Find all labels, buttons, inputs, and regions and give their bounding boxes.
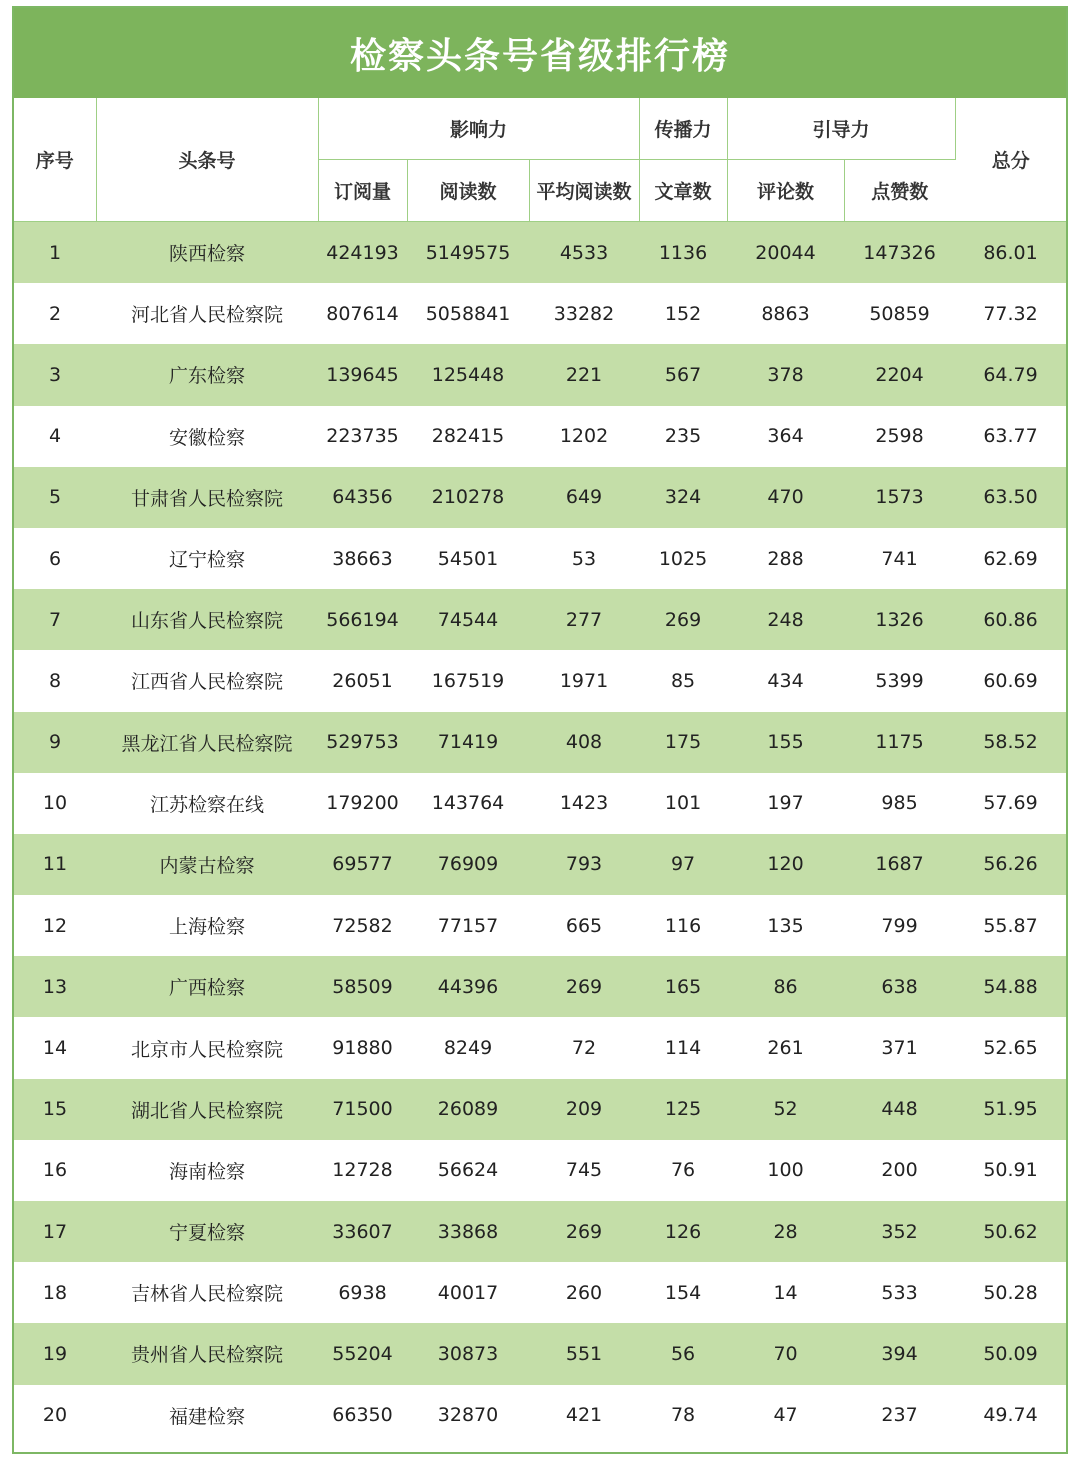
cell-avg-reads: 665 xyxy=(529,895,639,956)
cell-subs: 529753 xyxy=(318,712,407,773)
cell-total: 49.74 xyxy=(955,1385,1066,1446)
cell-rank: 12 xyxy=(14,895,96,956)
table-row xyxy=(14,1079,1066,1140)
cell-account-name: 湖北省人民检察院 xyxy=(96,1079,318,1140)
cell-rank: 16 xyxy=(14,1140,96,1201)
cell-account-name: 黑龙江省人民检察院 xyxy=(96,712,318,773)
cell-reads: 210278 xyxy=(407,467,529,528)
cell-total: 57.69 xyxy=(955,773,1066,834)
cell-articles: 101 xyxy=(639,773,727,834)
cell-comments: 378 xyxy=(727,344,844,405)
cell-likes: 394 xyxy=(844,1323,955,1384)
table-row xyxy=(14,1385,1066,1446)
table-row xyxy=(14,1201,1066,1262)
cell-comments: 86 xyxy=(727,956,844,1017)
cell-rank: 4 xyxy=(14,406,96,467)
cell-account-name: 宁夏检察 xyxy=(96,1201,318,1262)
cell-total: 60.86 xyxy=(955,589,1066,650)
cell-likes: 1175 xyxy=(844,712,955,773)
cell-reads: 167519 xyxy=(407,650,529,711)
cell-avg-reads: 269 xyxy=(529,1201,639,1262)
cell-avg-reads: 53 xyxy=(529,528,639,589)
cell-reads: 5149575 xyxy=(407,222,529,284)
cell-account-name: 山东省人民检察院 xyxy=(96,589,318,650)
cell-reads: 30873 xyxy=(407,1323,529,1384)
table-row xyxy=(14,1262,1066,1323)
cell-likes: 5399 xyxy=(844,650,955,711)
table-row xyxy=(14,834,1066,895)
cell-reads: 74544 xyxy=(407,589,529,650)
cell-total: 63.77 xyxy=(955,406,1066,467)
header-guidance: 引导力 xyxy=(727,98,955,160)
cell-reads: 5058841 xyxy=(407,283,529,344)
table-row xyxy=(14,712,1066,773)
cell-likes: 237 xyxy=(844,1385,955,1446)
cell-rank: 14 xyxy=(14,1017,96,1078)
cell-account-name: 海南检察 xyxy=(96,1140,318,1201)
table-body xyxy=(14,222,1066,1446)
table-row xyxy=(14,1140,1066,1201)
cell-subs: 55204 xyxy=(318,1323,407,1384)
cell-subs: 58509 xyxy=(318,956,407,1017)
cell-comments: 70 xyxy=(727,1323,844,1384)
cell-account-name: 江西省人民检察院 xyxy=(96,650,318,711)
cell-avg-reads: 421 xyxy=(529,1385,639,1446)
cell-total: 60.69 xyxy=(955,650,1066,711)
cell-rank: 3 xyxy=(14,344,96,405)
cell-likes: 985 xyxy=(844,773,955,834)
cell-reads: 44396 xyxy=(407,956,529,1017)
cell-subs: 33607 xyxy=(318,1201,407,1262)
cell-rank: 15 xyxy=(14,1079,96,1140)
cell-reads: 125448 xyxy=(407,344,529,405)
table-row xyxy=(14,956,1066,1017)
cell-avg-reads: 408 xyxy=(529,712,639,773)
cell-avg-reads: 33282 xyxy=(529,283,639,344)
cell-reads: 77157 xyxy=(407,895,529,956)
cell-total: 51.95 xyxy=(955,1079,1066,1140)
cell-articles: 1025 xyxy=(639,528,727,589)
cell-account-name: 广东检察 xyxy=(96,344,318,405)
cell-articles: 235 xyxy=(639,406,727,467)
cell-articles: 114 xyxy=(639,1017,727,1078)
cell-account-name: 辽宁检察 xyxy=(96,528,318,589)
cell-comments: 248 xyxy=(727,589,844,650)
cell-comments: 14 xyxy=(727,1262,844,1323)
cell-subs: 179200 xyxy=(318,773,407,834)
cell-likes: 352 xyxy=(844,1201,955,1262)
cell-account-name: 陕西检察 xyxy=(96,222,318,284)
table-row xyxy=(14,1323,1066,1384)
cell-reads: 26089 xyxy=(407,1079,529,1140)
cell-articles: 126 xyxy=(639,1201,727,1262)
cell-total: 50.09 xyxy=(955,1323,1066,1384)
cell-account-name: 上海检察 xyxy=(96,895,318,956)
cell-subs: 71500 xyxy=(318,1079,407,1140)
cell-avg-reads: 4533 xyxy=(529,222,639,284)
cell-account-name: 广西检察 xyxy=(96,956,318,1017)
cell-rank: 5 xyxy=(14,467,96,528)
table-header xyxy=(14,98,1066,222)
cell-reads: 76909 xyxy=(407,834,529,895)
cell-rank: 1 xyxy=(14,222,96,284)
cell-likes: 147326 xyxy=(844,222,955,284)
cell-articles: 165 xyxy=(639,956,727,1017)
cell-subs: 566194 xyxy=(318,589,407,650)
cell-rank: 20 xyxy=(14,1385,96,1446)
cell-comments: 47 xyxy=(727,1385,844,1446)
header-subs: 订阅量 xyxy=(318,160,407,222)
cell-total: 50.91 xyxy=(955,1140,1066,1201)
cell-account-name: 贵州省人民检察院 xyxy=(96,1323,318,1384)
cell-avg-reads: 72 xyxy=(529,1017,639,1078)
table-title: 检察头条号省级排行榜 xyxy=(14,8,1066,98)
cell-comments: 197 xyxy=(727,773,844,834)
header-avg-reads: 平均阅读数 xyxy=(529,160,639,222)
cell-articles: 154 xyxy=(639,1262,727,1323)
cell-account-name: 北京市人民检察院 xyxy=(96,1017,318,1078)
cell-total: 56.26 xyxy=(955,834,1066,895)
cell-account-name: 安徽检察 xyxy=(96,406,318,467)
cell-articles: 56 xyxy=(639,1323,727,1384)
cell-avg-reads: 277 xyxy=(529,589,639,650)
cell-articles: 76 xyxy=(639,1140,727,1201)
cell-subs: 139645 xyxy=(318,344,407,405)
cell-avg-reads: 260 xyxy=(529,1262,639,1323)
table-row xyxy=(14,773,1066,834)
cell-reads: 71419 xyxy=(407,712,529,773)
cell-avg-reads: 551 xyxy=(529,1323,639,1384)
cell-avg-reads: 1423 xyxy=(529,773,639,834)
header-influence: 影响力 xyxy=(318,98,639,160)
ranking-table xyxy=(14,98,1066,1446)
header-likes: 点赞数 xyxy=(844,160,955,222)
cell-comments: 470 xyxy=(727,467,844,528)
cell-total: 52.65 xyxy=(955,1017,1066,1078)
cell-reads: 33868 xyxy=(407,1201,529,1262)
cell-subs: 69577 xyxy=(318,834,407,895)
cell-total: 54.88 xyxy=(955,956,1066,1017)
cell-subs: 807614 xyxy=(318,283,407,344)
cell-comments: 28 xyxy=(727,1201,844,1262)
cell-total: 86.01 xyxy=(955,222,1066,284)
cell-comments: 20044 xyxy=(727,222,844,284)
cell-subs: 66350 xyxy=(318,1385,407,1446)
cell-subs: 12728 xyxy=(318,1140,407,1201)
cell-articles: 85 xyxy=(639,650,727,711)
header-articles: 文章数 xyxy=(639,160,727,222)
cell-rank: 7 xyxy=(14,589,96,650)
header-rank: 序号 xyxy=(14,98,96,222)
table-row xyxy=(14,344,1066,405)
cell-avg-reads: 269 xyxy=(529,956,639,1017)
cell-account-name: 内蒙古检察 xyxy=(96,834,318,895)
cell-likes: 448 xyxy=(844,1079,955,1140)
cell-rank: 9 xyxy=(14,712,96,773)
cell-avg-reads: 1202 xyxy=(529,406,639,467)
cell-comments: 155 xyxy=(727,712,844,773)
cell-total: 55.87 xyxy=(955,895,1066,956)
table-row xyxy=(14,1017,1066,1078)
cell-rank: 17 xyxy=(14,1201,96,1262)
cell-account-name: 吉林省人民检察院 xyxy=(96,1262,318,1323)
cell-articles: 567 xyxy=(639,344,727,405)
cell-avg-reads: 1971 xyxy=(529,650,639,711)
cell-total: 50.62 xyxy=(955,1201,1066,1262)
cell-avg-reads: 745 xyxy=(529,1140,639,1201)
cell-likes: 200 xyxy=(844,1140,955,1201)
cell-reads: 282415 xyxy=(407,406,529,467)
cell-subs: 38663 xyxy=(318,528,407,589)
cell-total: 58.52 xyxy=(955,712,1066,773)
cell-rank: 11 xyxy=(14,834,96,895)
header-total: 总分 xyxy=(955,98,1066,222)
cell-likes: 638 xyxy=(844,956,955,1017)
cell-rank: 2 xyxy=(14,283,96,344)
cell-reads: 8249 xyxy=(407,1017,529,1078)
cell-rank: 13 xyxy=(14,956,96,1017)
cell-rank: 18 xyxy=(14,1262,96,1323)
cell-comments: 120 xyxy=(727,834,844,895)
cell-reads: 54501 xyxy=(407,528,529,589)
cell-subs: 72582 xyxy=(318,895,407,956)
cell-articles: 125 xyxy=(639,1079,727,1140)
cell-total: 64.79 xyxy=(955,344,1066,405)
cell-comments: 288 xyxy=(727,528,844,589)
cell-articles: 269 xyxy=(639,589,727,650)
cell-avg-reads: 649 xyxy=(529,467,639,528)
cell-account-name: 河北省人民检察院 xyxy=(96,283,318,344)
header-comments: 评论数 xyxy=(727,160,844,222)
table-row xyxy=(14,589,1066,650)
cell-comments: 364 xyxy=(727,406,844,467)
cell-account-name: 江苏检察在线 xyxy=(96,773,318,834)
cell-account-name: 福建检察 xyxy=(96,1385,318,1446)
cell-avg-reads: 793 xyxy=(529,834,639,895)
cell-rank: 8 xyxy=(14,650,96,711)
cell-comments: 100 xyxy=(727,1140,844,1201)
table-row xyxy=(14,895,1066,956)
ranking-table-frame xyxy=(12,6,1068,1454)
cell-rank: 10 xyxy=(14,773,96,834)
cell-rank: 19 xyxy=(14,1323,96,1384)
cell-likes: 2204 xyxy=(844,344,955,405)
cell-articles: 152 xyxy=(639,283,727,344)
cell-likes: 2598 xyxy=(844,406,955,467)
cell-likes: 799 xyxy=(844,895,955,956)
cell-comments: 434 xyxy=(727,650,844,711)
cell-articles: 116 xyxy=(639,895,727,956)
table-row xyxy=(14,222,1066,284)
table-row xyxy=(14,650,1066,711)
cell-rank: 6 xyxy=(14,528,96,589)
cell-comments: 135 xyxy=(727,895,844,956)
cell-likes: 533 xyxy=(844,1262,955,1323)
cell-reads: 143764 xyxy=(407,773,529,834)
cell-likes: 1326 xyxy=(844,589,955,650)
header-reads: 阅读数 xyxy=(407,160,529,222)
cell-reads: 40017 xyxy=(407,1262,529,1323)
table-row xyxy=(14,283,1066,344)
cell-reads: 32870 xyxy=(407,1385,529,1446)
cell-account-name: 甘肃省人民检察院 xyxy=(96,467,318,528)
cell-subs: 223735 xyxy=(318,406,407,467)
cell-subs: 424193 xyxy=(318,222,407,284)
cell-reads: 56624 xyxy=(407,1140,529,1201)
cell-total: 50.28 xyxy=(955,1262,1066,1323)
cell-subs: 91880 xyxy=(318,1017,407,1078)
cell-articles: 97 xyxy=(639,834,727,895)
cell-likes: 741 xyxy=(844,528,955,589)
cell-comments: 8863 xyxy=(727,283,844,344)
cell-articles: 324 xyxy=(639,467,727,528)
cell-likes: 50859 xyxy=(844,283,955,344)
cell-comments: 261 xyxy=(727,1017,844,1078)
cell-likes: 371 xyxy=(844,1017,955,1078)
cell-subs: 64356 xyxy=(318,467,407,528)
table-row xyxy=(14,528,1066,589)
cell-subs: 26051 xyxy=(318,650,407,711)
cell-articles: 78 xyxy=(639,1385,727,1446)
cell-articles: 1136 xyxy=(639,222,727,284)
cell-total: 62.69 xyxy=(955,528,1066,589)
cell-articles: 175 xyxy=(639,712,727,773)
cell-avg-reads: 209 xyxy=(529,1079,639,1140)
cell-comments: 52 xyxy=(727,1079,844,1140)
table-row xyxy=(14,406,1066,467)
cell-total: 77.32 xyxy=(955,283,1066,344)
header-spread: 传播力 xyxy=(639,98,727,160)
table-row xyxy=(14,467,1066,528)
header-account: 头条号 xyxy=(96,98,318,222)
cell-likes: 1687 xyxy=(844,834,955,895)
cell-subs: 6938 xyxy=(318,1262,407,1323)
cell-likes: 1573 xyxy=(844,467,955,528)
cell-total: 63.50 xyxy=(955,467,1066,528)
cell-avg-reads: 221 xyxy=(529,344,639,405)
